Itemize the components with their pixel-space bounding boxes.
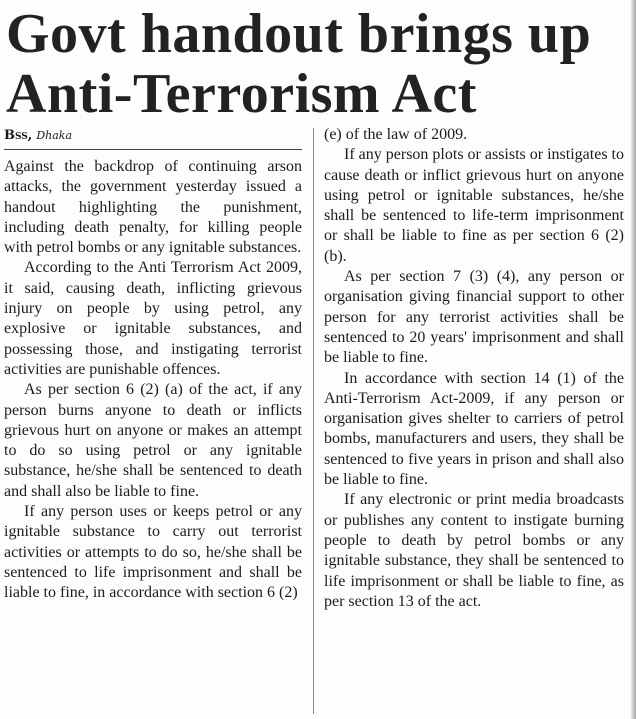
paragraph: As per section 7 (3) (4), any person or organisation giving financial support to other person for any terrorist activities shall be sentenced to 20 years' imprisonment and shall be liable to fine. (324, 268, 624, 367)
paragraph: (e) of the law of 2009. (324, 126, 468, 143)
byline-source: Bss, (4, 128, 33, 143)
headline: Govt handout brings up Anti-Terrorism Act (6, 3, 592, 125)
paragraph: According to the Anti Terrorism Act 2009, it said, causing death, inflicting grievous injury on people by using petrol, any explosive or ignitable substances, and possessing those, and instigating terrorist activities are punishable offences. (4, 259, 302, 378)
paragraph: If any electronic or print media broadcasts or publishes any content to instigate burning people to death by petrol bombs or any ignitable substance, they shall be sentenced to life imprisonment or shall be liable to fine, as per section 13 of the act. (324, 491, 624, 610)
byline-location: Dhaka (36, 129, 73, 142)
paragraph: In accordance with section 14 (1) of the Anti-Terrorism Act-2009, if any person or organisation gives shelter to carriers of petrol bombs, manufacturers and users, they shall be sentenced to five years in prison and shall also be liable to fine. (324, 369, 624, 489)
paragraph: If any person uses or keeps petrol or any ignitable substance to carry out terrorist activities or attempts to do so, he/she shall be sentenced to life imprisonment and shall be liable to fine, in accordance with section 6 (2) (4, 503, 302, 602)
article-column-2 (324, 125, 624, 612)
article-column-1 (4, 157, 302, 604)
column-divider (313, 128, 314, 714)
paragraph: If any person plots or assists or instigates to cause death or inflict grievous hurt on anyone using petrol or ignitable substances, he/she shall be sentenced to life-term imprisonment or shall be liable to fine as per section 6 (2) (b). (324, 146, 624, 265)
page-edge-shadow (630, 0, 636, 719)
byline (4, 128, 302, 150)
paragraph: Against the backdrop of continuing arson attacks, the government yesterday issued a handout highlighting the punishment, including death penalty, for killing people with petrol bombs or any ignitable substances. (4, 158, 302, 257)
paragraph: As per section 6 (2) (a) of the act, if any person burns anyone to death or inflicts grievous hurt on anyone or makes an attempt to do so using petrol or any ignitable substance, he/she shall be sentenced to death and shall also be liable to fine. (4, 381, 302, 500)
